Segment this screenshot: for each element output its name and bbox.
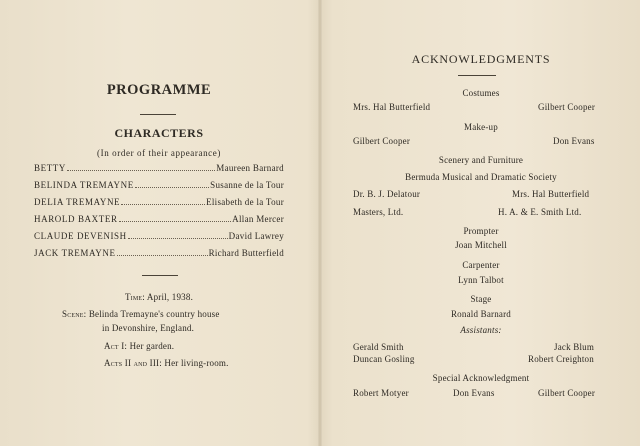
cast-role: HAROLD BAXTER	[34, 214, 118, 224]
scenery-center: Bermuda Musical and Dramatic Society	[405, 172, 557, 182]
scene-line-1: : Belinda Tremayne's country house	[83, 309, 220, 319]
acknowledgments-page	[322, 0, 640, 446]
carpenter-label: Carpenter	[462, 260, 500, 270]
cast-role: CLAUDE DEVENISH	[34, 231, 127, 241]
scenery-label: Scenery and Furniture	[438, 155, 524, 165]
cast-row	[34, 180, 284, 190]
prompter-label: Prompter	[463, 226, 499, 236]
leader-dots	[119, 221, 232, 222]
makeup-label: Make-up	[464, 122, 498, 132]
cast-role: DELIA TREMAYNE	[34, 197, 121, 207]
makeup-left: Gilbert Cooper	[353, 136, 411, 146]
title-divider	[140, 114, 176, 115]
assistants-row1-right: Jack Blum	[554, 342, 595, 352]
cast-actor: Elisabeth de la Tour	[206, 197, 284, 207]
cast-row	[34, 163, 284, 173]
special-label: Special Acknowledgment	[432, 373, 530, 383]
cast-row	[34, 248, 284, 258]
scenery-row1-right: Mrs. Hal Butterfield	[512, 189, 590, 199]
special-name-1: Robert Motyer	[353, 388, 409, 398]
costumes-label: Costumes	[462, 88, 500, 98]
cast-role: BELINDA TREMAYNE	[34, 180, 134, 190]
special-name-3: Gilbert Cooper	[538, 388, 596, 398]
acts23-line	[104, 358, 229, 368]
time-value: : April, 1938.	[142, 292, 194, 302]
scenery-row1-left: Dr. B. J. Delatour	[353, 189, 421, 199]
assistants-label: Assistants:	[460, 325, 502, 335]
cast-actor: Allan Mercer	[232, 214, 284, 224]
act1-label: Act I	[104, 341, 125, 351]
special-name-2: Don Evans	[453, 388, 495, 398]
costumes-left: Mrs. Hal Butterfield	[353, 102, 431, 112]
cast-role: JACK TREMAYNE	[34, 248, 116, 258]
cast-role: BETTY	[34, 163, 66, 173]
act1-value: : Her garden.	[124, 341, 175, 351]
ack-divider	[458, 75, 496, 76]
makeup-right: Don Evans	[553, 136, 595, 146]
programme-page	[0, 0, 318, 446]
leader-dots	[121, 204, 205, 205]
stage-name: Ronald Barnard	[450, 309, 512, 319]
time-line	[0, 292, 318, 302]
cast-divider	[142, 275, 178, 276]
scene-line	[62, 309, 220, 319]
acknowledgments-heading: ACKNOWLEDGMENTS	[411, 52, 551, 66]
prompter-name: Joan Mitchell	[455, 240, 507, 250]
stage-label: Stage	[470, 294, 492, 304]
cast-actor: Maureen Barnard	[216, 163, 284, 173]
scenery-row2-right: H. A. & E. Smith Ltd.	[498, 207, 582, 217]
cast-row	[34, 197, 284, 207]
cast-row	[34, 214, 284, 224]
acts23-value: : Her living-room.	[159, 358, 229, 368]
characters-heading: CHARACTERS	[114, 126, 204, 140]
leader-dots	[135, 187, 209, 188]
act1-line	[104, 341, 174, 351]
scenery-row2-left: Masters, Ltd.	[353, 207, 404, 217]
cast-row	[34, 231, 284, 241]
assistants-row2-right: Robert Creighton	[528, 354, 594, 364]
leader-dots	[128, 238, 228, 239]
leader-dots	[67, 170, 215, 171]
leader-dots	[117, 255, 208, 256]
cast-actor: Susanne de la Tour	[210, 180, 284, 190]
carpenter-name: Lynn Talbot	[458, 275, 504, 285]
assistants-row1-left: Gerald Smith	[353, 342, 404, 352]
cast-actor: Richard Butterfield	[208, 248, 284, 258]
costumes-right: Gilbert Cooper	[538, 102, 596, 112]
assistants-row2-left: Duncan Gosling	[353, 354, 415, 364]
order-note: (In order of their appearance)	[97, 148, 221, 158]
cast-actor: David Lawrey	[228, 231, 284, 241]
scene-label: Scene	[62, 309, 84, 319]
time-label: Time	[124, 292, 143, 302]
acts23-label: Acts II and III	[104, 358, 160, 368]
scene-line-2: in Devonshire, England.	[102, 323, 195, 333]
programme-title: PROGRAMME	[106, 82, 212, 98]
